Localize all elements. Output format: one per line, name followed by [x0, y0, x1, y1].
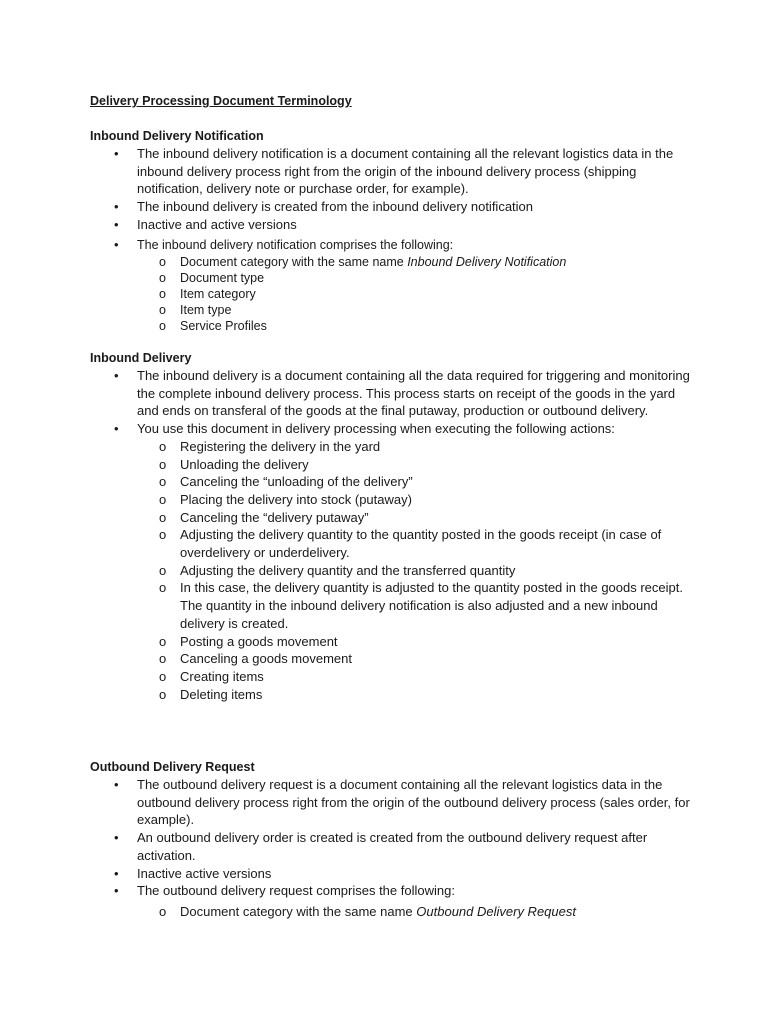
sub-item: [137, 438, 690, 456]
bullet-list: [90, 776, 690, 921]
bullet-text: The inbound delivery notification is a document containing all the relevant logistics data in the inbound delivery process right from the origin of the inbound delivery process (shipping notification, delivery note or purchase order, for example).: [137, 146, 674, 197]
bullet-marker: •: [114, 236, 119, 252]
sub-text: Service Profiles: [180, 319, 267, 334]
bullet-item: [90, 882, 690, 920]
bullet-text: The outbound delivery request comprises the following:: [137, 883, 455, 899]
sub-text-italic: Inbound Delivery Notification: [407, 255, 567, 270]
sub-text: Document category with the same name: [180, 903, 417, 919]
sub-marker: o: [159, 491, 167, 507]
sub-text: In this case, the delivery quantity is adjusted to the quantity posted in the goods receipt. The quantity in the inbound delivery notification is also adjusted and a new inbound delivery is created.: [180, 580, 683, 631]
bullet-item: [90, 236, 690, 335]
sub-marker: o: [159, 580, 167, 596]
sub-item: [137, 562, 690, 580]
section-heading: Inbound Delivery: [90, 351, 192, 365]
sub-marker: o: [159, 319, 166, 334]
sub-text: Document type: [180, 271, 265, 286]
bullet-item: [90, 145, 690, 198]
bullet-marker: •: [114, 421, 119, 437]
bullet-marker: •: [114, 830, 119, 846]
sub-marker: o: [159, 287, 166, 302]
sub-marker: o: [159, 651, 167, 667]
bullet-item: [90, 216, 690, 234]
sub-marker: o: [159, 271, 166, 286]
sub-text: Registering the delivery in the yard: [180, 438, 381, 454]
bullet-marker: •: [114, 216, 119, 232]
sub-marker: o: [159, 903, 167, 919]
sub-text: Posting a goods movement: [180, 633, 338, 649]
sub-marker: o: [159, 633, 167, 649]
sub-text-italic: Outbound Delivery Request: [416, 903, 576, 919]
sub-marker: o: [159, 303, 166, 318]
bullet-item: [90, 829, 690, 864]
sub-item: [137, 686, 690, 704]
bullet-text: Inactive active versions: [137, 865, 272, 881]
sub-item: [137, 254, 690, 270]
bullet-item: [90, 367, 690, 420]
bullet-marker: •: [114, 368, 119, 383]
section-inbound-delivery-notification: [90, 127, 690, 334]
sub-item: [137, 286, 690, 302]
bullet-text: An outbound delivery order is created is created from the outbound delivery request after activation.: [137, 830, 648, 863]
section-outbound-delivery-request: [90, 758, 690, 921]
sub-text: Canceling the “delivery putaway”: [180, 509, 369, 525]
bullet-marker: •: [114, 865, 119, 881]
bullet-marker: •: [114, 146, 119, 161]
bullet-text: The inbound delivery is created from the inbound delivery notification: [137, 199, 534, 215]
document-title: Delivery Processing Document Terminology: [90, 94, 352, 108]
sub-marker: o: [159, 562, 167, 578]
sub-item: [137, 526, 690, 561]
sub-item: [137, 903, 690, 921]
sub-text: Unloading the delivery: [180, 456, 309, 472]
sub-marker: o: [159, 438, 167, 454]
sub-marker: o: [159, 509, 167, 525]
bullet-list: [90, 145, 690, 334]
sub-item: [137, 650, 690, 668]
sub-text: Canceling a goods movement: [180, 651, 352, 667]
sub-list: [90, 254, 690, 334]
sub-item: [137, 302, 690, 318]
sub-item: [137, 473, 690, 491]
sub-text: Item type: [180, 303, 232, 318]
sub-text: Document category with the same name: [180, 255, 408, 270]
bullet-text: The outbound delivery request is a document containing all the relevant logistics data in the outbound delivery process right from the origin of the outbound delivery process (sales order, for example).: [137, 777, 690, 828]
bullet-marker: •: [114, 883, 119, 899]
bullet-item: [90, 865, 690, 883]
sub-marker: o: [159, 456, 167, 472]
sub-item: [137, 456, 690, 474]
sub-marker: o: [159, 668, 167, 684]
bullet-marker: •: [114, 777, 119, 792]
sub-text: Item category: [180, 287, 256, 302]
bullet-item: [90, 198, 690, 216]
bullet-item: [90, 420, 690, 703]
sub-item: [137, 491, 690, 509]
sub-item: [137, 579, 690, 632]
bullet-text: Inactive and active versions: [137, 216, 297, 232]
sub-item: [137, 633, 690, 651]
sub-marker: o: [159, 255, 166, 270]
sub-marker: o: [159, 686, 167, 702]
sub-list: [90, 438, 690, 704]
bullet-item: [90, 776, 690, 829]
sub-text: Canceling the “unloading of the delivery”: [180, 474, 413, 490]
bullet-text: You use this document in delivery processing when executing the following actions:: [137, 421, 615, 437]
sub-item: [137, 318, 690, 334]
bullet-list: [90, 367, 690, 703]
sub-marker: o: [159, 474, 167, 490]
sub-text: Adjusting the delivery quantity to the quantity posted in the goods receipt (in case of overdelivery or underdelivery.: [180, 527, 662, 561]
sub-text: Placing the delivery into stock (putaway): [180, 491, 412, 507]
bullet-text: The inbound delivery notification comprises the following:: [137, 237, 454, 252]
bullet-text: The inbound delivery is a document containing all the data required for triggering and monitoring the complete inbound delivery process. This process starts on receipt of the goods in the yard and ends on transferal of the goods at the final putaway, production or outbound delivery.: [137, 368, 690, 419]
sub-item: [137, 509, 690, 527]
sub-item: [137, 270, 690, 286]
sub-list: [90, 903, 690, 921]
section-inbound-delivery: [90, 349, 690, 703]
bullet-marker: •: [114, 199, 119, 215]
sub-marker: o: [159, 527, 167, 543]
sub-text: Adjusting the delivery quantity and the transferred quantity: [180, 562, 516, 578]
sub-text: Deleting items: [180, 686, 263, 702]
section-heading: Outbound Delivery Request: [90, 760, 255, 774]
sub-item: [137, 668, 690, 686]
sub-text: Creating items: [180, 668, 264, 684]
section-heading: Inbound Delivery Notification: [90, 129, 264, 143]
